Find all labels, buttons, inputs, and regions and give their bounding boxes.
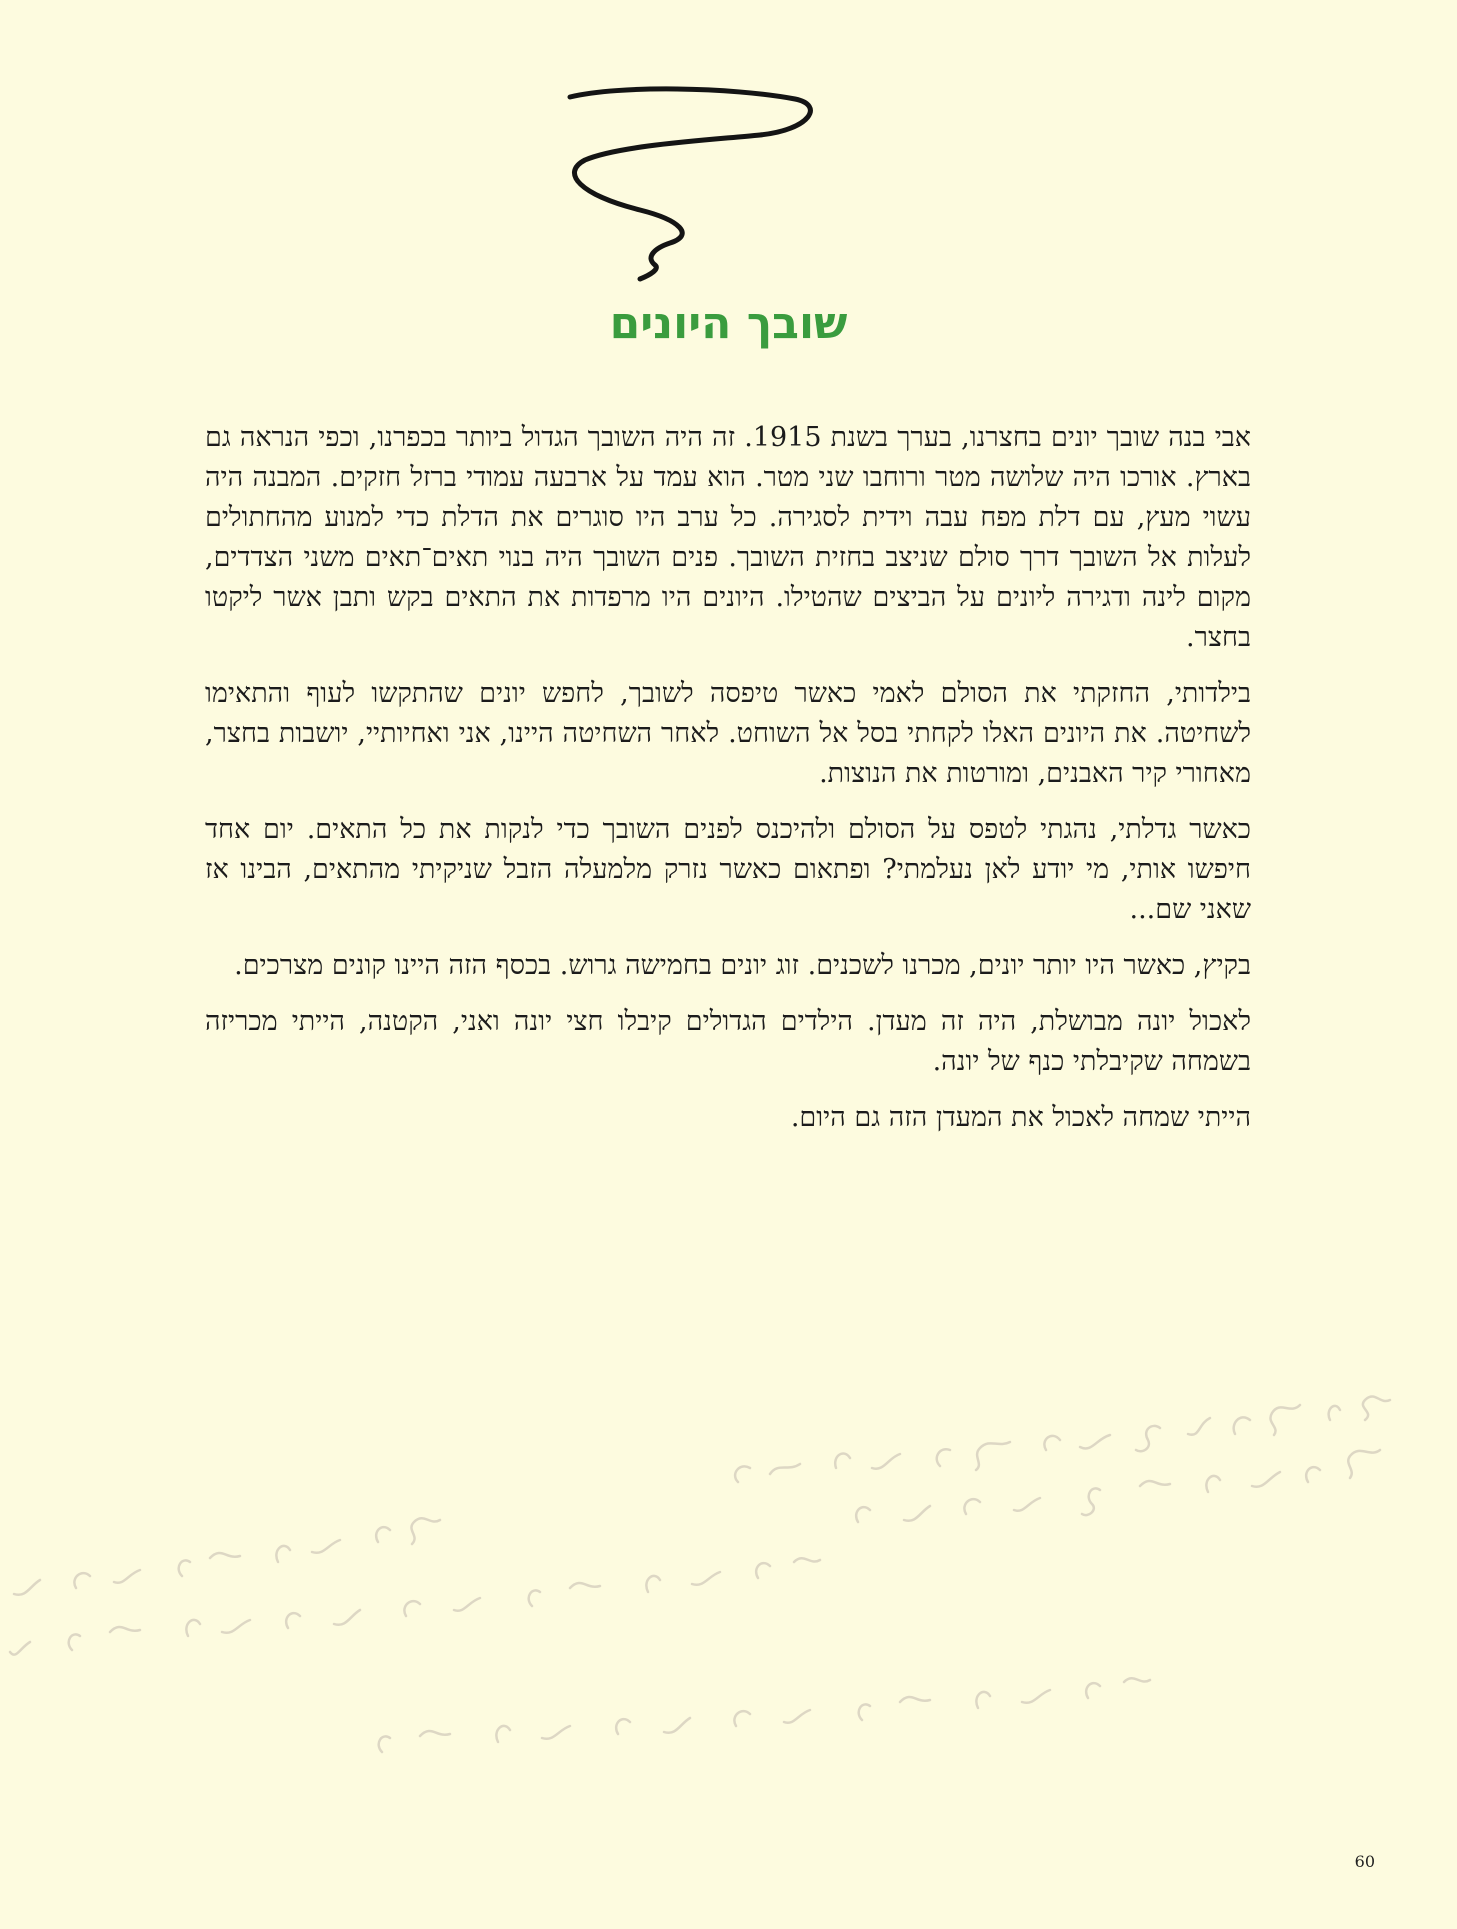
paragraph: הייתי שמחה לאכול את המעדן הזה גם היום. (790, 1102, 1251, 1133)
paragraph: בקיץ, כאשר היו יותר יונים, מכרנו לשכנים. זוג יונים בחמישה גרוש. בכסף הזה היינו קונים מצרכים. (234, 950, 1251, 981)
article-body (205, 418, 1251, 1154)
paragraph: בילדותי, החזקתי את הסולם לאמי כאשר טיפסה לשובך, לחפש יונים שהתקשו לעוף והתאימו לשחיטה. את היונים האלו לקחתי בסל אל השוחט. לאחר השחיטה היינו, אני ואחיותיי, יושבות בחצר, מאחורי קיר האבנים, ומורטות את הנוצות. (205, 678, 1251, 789)
paragraph: כאשר גדלתי, נהגתי לטפס על הסולם ולהיכנס לפנים השובך כדי לנקות את כל התאים. יום אחד חיפשו אותי, מי יודע לאן נעלמתי? ופתאום כאשר נזרק מלמעלה הזבל שניקיתי מהתאים, הבינו אז שאני שם... (205, 814, 1251, 925)
paragraph: אבי בנה שובך יונים בחצרנו, בערך בשנת 1915. זה היה השובך הגדול ביותר בכפרנו, וכפי הנראה גם בארץ. אורכו היה שלושה מטר ורוחבו שני מטר. הוא עמד על ארבעה עמודי ברזל חזקים. המבנה היה עשוי מעץ, עם דלת מפח עבה וידית לסגירה. כל ערב היו סוגרים את הדלת כדי למנוע מהחתולים לעלות אל השובך דרך סולם שניצב בחזית השובך. פנים השובך היה בנוי תאים־תאים משני הצדדים, מקום לינה ודגירה ליונים על הביצים שהטילו. היונים היו מרפדות את התאים בקש ותבן אשר ליקטו בחצר. (205, 422, 1251, 653)
faded-handwriting-image (0, 1380, 1457, 1780)
page-number: 60 (1354, 1852, 1375, 1871)
paragraph: לאכול יונה מבושלת, היה זה מעדן. הילדים הגדולים קיבלו חצי יונה ואני, הקטנה, הייתי מכריזה בשמחה שקיבלתי כנף של יונה. (205, 1006, 1251, 1077)
page-title: שובך היונים (609, 298, 848, 349)
swirl-ornament-icon (560, 85, 820, 285)
